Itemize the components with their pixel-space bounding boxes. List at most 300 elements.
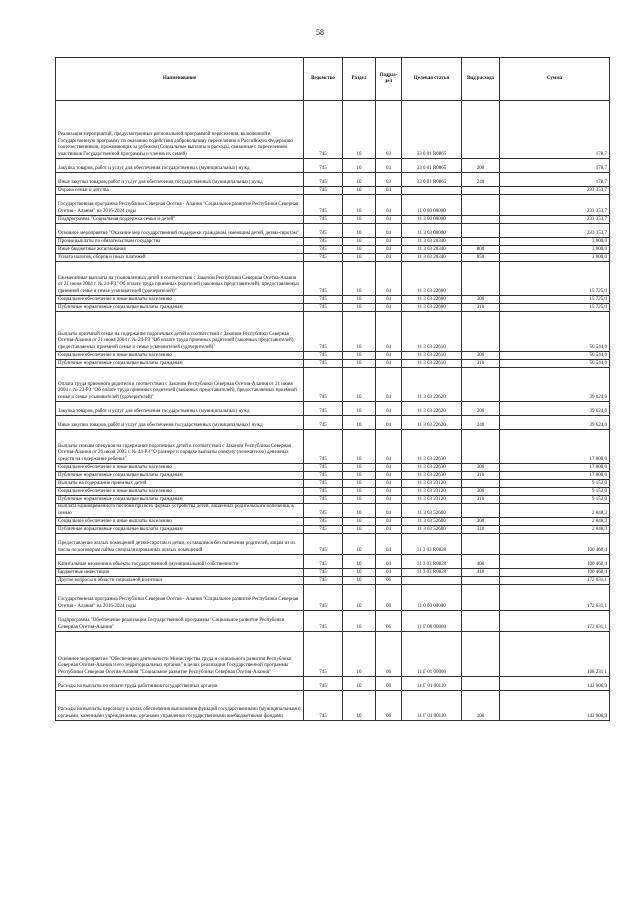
- cell-section: 10: [343, 187, 376, 195]
- table-body: [56, 101, 610, 721]
- cell-subsection: 04: [376, 569, 402, 577]
- cell-section: 10: [343, 254, 376, 262]
- cell-target: 11 3 03 22620: [402, 368, 462, 402]
- cell-name: Иные закупки товаров, работ и услуг для обеспечения государственных (муниципальных) нужд: [56, 173, 304, 187]
- cell-department: 745: [304, 416, 343, 430]
- cell-target: 11 3 03 22630: [402, 430, 462, 464]
- cell-expense: 310: [462, 304, 500, 312]
- cell-target: 11 3 03 23120: [402, 480, 462, 488]
- cell-section: 10: [343, 526, 376, 534]
- cell-sum: 50 544,0: [500, 312, 610, 352]
- cell-subsection: 04: [376, 496, 402, 504]
- cell-section: 10: [343, 216, 376, 224]
- cell-subsection: 04: [376, 246, 402, 254]
- cell-target: 33 0 01 R0865: [402, 101, 462, 159]
- cell-department: 745: [304, 238, 343, 246]
- table-row: [56, 216, 610, 224]
- cell-sum: 9 152,0: [500, 496, 610, 504]
- cell-target: 11 0 00 00000: [402, 195, 462, 216]
- cell-department: 745: [304, 360, 343, 368]
- header-subsection: Подраз-дел: [376, 58, 402, 101]
- cell-subsection: 04: [376, 480, 402, 488]
- cell-name: Закупка товаров, работ и услуг для обеспечения государственных (муниципальных) нужд: [56, 159, 304, 173]
- table-row: [56, 496, 610, 504]
- cell-target: 11 3 03 20340: [402, 238, 462, 246]
- cell-expense: 300: [462, 296, 500, 304]
- cell-sum: 39 624,0: [500, 402, 610, 416]
- cell-expense: [462, 611, 500, 632]
- cell-target: 11 0 00 00000: [402, 585, 462, 611]
- cell-name: Капитальные вложения в объекты государственной (муниципальной) собственности: [56, 555, 304, 569]
- cell-subsection: 04: [376, 238, 402, 246]
- cell-expense: [462, 577, 500, 585]
- cell-department: 745: [304, 534, 343, 555]
- cell-subsection: 04: [376, 262, 402, 296]
- cell-sum: 2 848,3: [500, 518, 610, 526]
- cell-sum: 233 353,7: [500, 195, 610, 216]
- cell-name: Основное мероприятие "Обеспечение деятельности Министерства труда и социального развития Республики Северная Осетия-Алания и его территориальных органов" в целях реализации Государственной программы Республики Северная Осетия-Алания "Социальное развитие Республики Северная Осетия-Алания": [56, 632, 304, 677]
- cell-expense: [462, 504, 500, 518]
- cell-target: 11 3 03 22600: [402, 304, 462, 312]
- table-row: [56, 585, 610, 611]
- cell-sum: 172 631,1: [500, 577, 610, 585]
- cell-expense: [462, 312, 500, 352]
- cell-section: 10: [343, 238, 376, 246]
- cell-target: 11 3 00 00000: [402, 216, 462, 224]
- cell-name: Другие вопросы в области социальной политики: [56, 577, 304, 585]
- cell-target: 11 Г 00 00000: [402, 611, 462, 632]
- cell-section: 10: [343, 246, 376, 254]
- cell-name: Социальное обеспечение и иные выплаты населению: [56, 352, 304, 360]
- cell-target: 11 3 03 22630: [402, 464, 462, 472]
- cell-subsection: 04: [376, 402, 402, 416]
- header-section: Раздел: [343, 58, 376, 101]
- cell-target: 11 3 03 52600: [402, 526, 462, 534]
- cell-section: 10: [343, 569, 376, 577]
- cell-subsection: 04: [376, 360, 402, 368]
- cell-department: 745: [304, 173, 343, 187]
- table-row: [56, 526, 610, 534]
- cell-expense: 300: [462, 352, 500, 360]
- table-row: [56, 569, 610, 577]
- cell-section: 10: [343, 464, 376, 472]
- cell-name: Социальное обеспечение и иные выплаты населению: [56, 296, 304, 304]
- cell-expense: [462, 430, 500, 464]
- cell-section: 10: [343, 416, 376, 430]
- cell-name: Прочие выплаты по обязательствам государства: [56, 238, 304, 246]
- cell-department: 745: [304, 504, 343, 518]
- table-row: [56, 611, 610, 632]
- cell-department: 745: [304, 496, 343, 504]
- cell-target: 33 0 01 R0865: [402, 173, 462, 187]
- cell-target: 11 3 03 22600: [402, 296, 462, 304]
- cell-expense: [462, 238, 500, 246]
- cell-expense: 200: [462, 402, 500, 416]
- cell-subsection: 03: [376, 173, 402, 187]
- cell-name: Социальное обеспечение и иные выплаты населению: [56, 518, 304, 526]
- cell-section: 10: [343, 691, 376, 721]
- cell-name: Расходы на выплаты персоналу в целях обеспечения выполнения функций государственными (муниципальными) органами, казенными учреждениями, органами управления государственными внебюджетными фондами: [56, 691, 304, 721]
- cell-target: [402, 577, 462, 585]
- budget-table: [55, 57, 610, 721]
- cell-section: 10: [343, 472, 376, 480]
- cell-name: Подпрограмма "Социальная поддержка семьи и детей": [56, 216, 304, 224]
- cell-department: 745: [304, 555, 343, 569]
- cell-department: 745: [304, 352, 343, 360]
- cell-section: 10: [343, 101, 376, 159]
- header-name: Наименование: [56, 58, 304, 101]
- cell-section: 10: [343, 677, 376, 691]
- cell-section: 10: [343, 488, 376, 496]
- table-row: [56, 488, 610, 496]
- cell-sum: 142 906,9: [500, 691, 610, 721]
- header-target: Целевая статья: [402, 58, 462, 101]
- cell-subsection: 06: [376, 632, 402, 677]
- cell-sum: 233 353,7: [500, 187, 610, 195]
- cell-sum: 15 725,0: [500, 262, 610, 296]
- cell-sum: 3 000,0: [500, 238, 610, 246]
- table-row: [56, 173, 610, 187]
- cell-name: Публичные нормативные социальные выплаты гражданам: [56, 304, 304, 312]
- cell-name: Социальное обеспечение и иные выплаты населению: [56, 488, 304, 496]
- table-row: [56, 352, 610, 360]
- cell-section: 10: [343, 304, 376, 312]
- cell-section: 10: [343, 534, 376, 555]
- table-row: [56, 480, 610, 488]
- table-row: [56, 195, 610, 216]
- cell-name: Иные закупки товаров, работ и услуг для обеспечения государственных (муниципальных) нужд: [56, 416, 304, 430]
- cell-sum: 233 353,7: [500, 216, 610, 224]
- cell-target: 11 3 03 20340: [402, 246, 462, 254]
- cell-subsection: 04: [376, 526, 402, 534]
- header-sum: Сумма: [500, 58, 610, 101]
- table-row: [56, 691, 610, 721]
- table-row: [56, 430, 610, 464]
- cell-target: 11 Г 01 00000: [402, 632, 462, 677]
- table-row: [56, 464, 610, 472]
- cell-sum: 178,7: [500, 173, 610, 187]
- cell-name: Уплата налогов, сборов и иных платежей: [56, 254, 304, 262]
- cell-sum: 17 000,0: [500, 430, 610, 464]
- cell-department: 745: [304, 216, 343, 224]
- cell-department: 745: [304, 569, 343, 577]
- cell-section: 10: [343, 480, 376, 488]
- cell-section: 10: [343, 224, 376, 238]
- cell-subsection: 04: [376, 352, 402, 360]
- cell-target: 11 3 03 20340: [402, 254, 462, 262]
- cell-department: 745: [304, 472, 343, 480]
- cell-name: Подпрограмма "Обеспечение реализации Государственной программы "Социальное развитие Республики Северная Осетия-Алания": [56, 611, 304, 632]
- cell-department: 745: [304, 464, 343, 472]
- cell-name: Социальное обеспечение и иные выплаты населению: [56, 464, 304, 472]
- cell-sum: 3 000,0: [500, 246, 610, 254]
- cell-department: 745: [304, 430, 343, 464]
- cell-section: 10: [343, 611, 376, 632]
- cell-expense: 100: [462, 691, 500, 721]
- cell-sum: 178,7: [500, 159, 610, 173]
- table-row: [56, 238, 610, 246]
- table-row: [56, 577, 610, 585]
- cell-subsection: 04: [376, 254, 402, 262]
- cell-target: 11 3 03 22620: [402, 402, 462, 416]
- cell-target: 11 3 03 22610: [402, 312, 462, 352]
- cell-section: 10: [343, 402, 376, 416]
- cell-department: 745: [304, 246, 343, 254]
- cell-sum: 39 624,0: [500, 416, 610, 430]
- cell-department: 745: [304, 296, 343, 304]
- cell-subsection: 04: [376, 518, 402, 526]
- cell-sum: 142 906,9: [500, 677, 610, 691]
- table-row: [56, 360, 610, 368]
- cell-sum: 172 631,1: [500, 585, 610, 611]
- cell-target: 33 0 01 R0865: [402, 159, 462, 173]
- cell-expense: [462, 480, 500, 488]
- cell-target: 11 Г 01 00110: [402, 691, 462, 721]
- cell-target: 11 3 03 00000: [402, 224, 462, 238]
- cell-department: 745: [304, 254, 343, 262]
- cell-section: 10: [343, 296, 376, 304]
- table-row: [56, 472, 610, 480]
- cell-subsection: 04: [376, 555, 402, 569]
- cell-section: 10: [343, 496, 376, 504]
- cell-subsection: 04: [376, 296, 402, 304]
- cell-target: 11 3 03 R0820: [402, 569, 462, 577]
- cell-department: 745: [304, 195, 343, 216]
- cell-expense: [462, 368, 500, 402]
- cell-sum: 39 624,0: [500, 368, 610, 402]
- cell-target: 11 3 03 22620: [402, 416, 462, 430]
- header-department: Ведомство: [304, 58, 343, 101]
- cell-department: 745: [304, 262, 343, 296]
- table-row: [56, 224, 610, 238]
- cell-name: Публичные нормативные социальные выплаты гражданам: [56, 496, 304, 504]
- cell-sum: 233 353,7: [500, 224, 610, 238]
- cell-expense: [462, 224, 500, 238]
- cell-section: 10: [343, 352, 376, 360]
- table-row: [56, 368, 610, 402]
- cell-expense: 310: [462, 496, 500, 504]
- cell-sum: 15 725,0: [500, 296, 610, 304]
- cell-name: Публичные нормативные социальные выплаты гражданам: [56, 472, 304, 480]
- cell-name: Бюджетные инвестиции: [56, 569, 304, 577]
- cell-section: 10: [343, 577, 376, 585]
- cell-section: 10: [343, 430, 376, 464]
- cell-sum: 50 544,0: [500, 360, 610, 368]
- cell-name: Охрана семьи и детства: [56, 187, 304, 195]
- cell-section: 10: [343, 159, 376, 173]
- cell-subsection: 04: [376, 187, 402, 195]
- cell-name: Государственная программа Республики Северная Осетия - Алания "Социальное развитие Республики Северная Осетия - Алания" на 2016-2024 годы: [56, 585, 304, 611]
- cell-name: Выплаты приемной семье на содержание подопечных детей в соответствии с Законом Республики Северная Осетия-Алания от 21 июня 2004 г. № 24-РЗ "Об оплате труда приемных родителей (законных представителей), предоставляемых приемной семье и семье усыновителей (удочерителей)": [56, 312, 304, 352]
- cell-subsection: 06: [376, 611, 402, 632]
- cell-subsection: 04: [376, 534, 402, 555]
- table-row: [56, 534, 610, 555]
- table-row: [56, 504, 610, 518]
- cell-expense: 410: [462, 569, 500, 577]
- cell-expense: 400: [462, 555, 500, 569]
- cell-subsection: 04: [376, 464, 402, 472]
- table-row: [56, 159, 610, 173]
- cell-expense: 850: [462, 254, 500, 262]
- cell-target: 11 3 03 22610: [402, 352, 462, 360]
- cell-target: 11 3 03 22610: [402, 360, 462, 368]
- cell-expense: 310: [462, 360, 500, 368]
- cell-expense: [462, 677, 500, 691]
- cell-expense: [462, 216, 500, 224]
- cell-department: 745: [304, 480, 343, 488]
- cell-sum: 50 544,0: [500, 352, 610, 360]
- cell-target: 11 Г 01 00110: [402, 677, 462, 691]
- table-row: [56, 262, 610, 296]
- cell-expense: [462, 585, 500, 611]
- cell-expense: 310: [462, 526, 500, 534]
- cell-target: [402, 187, 462, 195]
- cell-expense: [462, 195, 500, 216]
- cell-expense: 240: [462, 416, 500, 430]
- cell-expense: [462, 534, 500, 555]
- cell-name: Публичные нормативные социальные выплаты гражданам: [56, 360, 304, 368]
- table-row: [56, 677, 610, 691]
- cell-department: 745: [304, 402, 343, 416]
- cell-section: 10: [343, 555, 376, 569]
- cell-name: Реализация мероприятий, предусмотренных региональной программой переселения, включенной в Государственную программу по оказанию содействия добровольному переселению в Российскую Федерацию соотечественников, проживающих за рубежом (Социальные выплаты и расходы, связанные с переселением участников Государственной программы и членов их семей): [56, 101, 304, 159]
- cell-subsection: 04: [376, 504, 402, 518]
- cell-target: 11 3 03 22600: [402, 262, 462, 296]
- page-number: 58: [316, 28, 324, 37]
- cell-sum: 9 152,0: [500, 480, 610, 488]
- table-row: [56, 296, 610, 304]
- cell-subsection: 03: [376, 159, 402, 173]
- cell-section: 10: [343, 368, 376, 402]
- cell-subsection: 06: [376, 691, 402, 721]
- cell-target: 11 3 03 23120: [402, 496, 462, 504]
- cell-section: 10: [343, 312, 376, 352]
- cell-target: 11 3 03 R0820: [402, 534, 462, 555]
- cell-department: 745: [304, 304, 343, 312]
- cell-subsection: 03: [376, 101, 402, 159]
- cell-subsection: 06: [376, 577, 402, 585]
- cell-sum: 100 460,4: [500, 534, 610, 555]
- cell-name: Выплата единовременного пособия при всех формах устройства детей, лишенных родительского попечения, в семью: [56, 504, 304, 518]
- cell-expense: [462, 632, 500, 677]
- cell-target: 11 3 03 52600: [402, 504, 462, 518]
- table-row: [56, 187, 610, 195]
- cell-subsection: 04: [376, 488, 402, 496]
- cell-subsection: 06: [376, 585, 402, 611]
- table-row: [56, 101, 610, 159]
- cell-expense: 800: [462, 246, 500, 254]
- cell-department: 745: [304, 312, 343, 352]
- cell-sum: 9 152,0: [500, 488, 610, 496]
- cell-section: 10: [343, 262, 376, 296]
- cell-department: 745: [304, 585, 343, 611]
- table-row: [56, 555, 610, 569]
- table-header-row: [56, 58, 610, 101]
- table-row: [56, 254, 610, 262]
- cell-section: 10: [343, 632, 376, 677]
- cell-section: 10: [343, 360, 376, 368]
- cell-department: 745: [304, 691, 343, 721]
- cell-name: Расходы на выплаты по оплате труда работников государственных органов: [56, 677, 304, 691]
- cell-name: Иные бюджетные ассигнования: [56, 246, 304, 254]
- cell-subsection: 04: [376, 304, 402, 312]
- cell-expense: 310: [462, 472, 500, 480]
- cell-subsection: 04: [376, 224, 402, 238]
- cell-expense: 240: [462, 173, 500, 187]
- cell-sum: 2 848,3: [500, 526, 610, 534]
- cell-subsection: 06: [376, 677, 402, 691]
- cell-department: 745: [304, 187, 343, 195]
- cell-sum: 15 725,0: [500, 304, 610, 312]
- table-row: [56, 632, 610, 677]
- cell-sum: 172 631,1: [500, 611, 610, 632]
- cell-target: 11 3 03 22630: [402, 472, 462, 480]
- cell-subsection: 04: [376, 416, 402, 430]
- cell-name: Государственная программа Республики Северная Осетия - Алания "Социальное развитие Республики Северная Осетия - Алания" на 2016-2024 годы: [56, 195, 304, 216]
- cell-subsection: 04: [376, 472, 402, 480]
- header-expense: Вид расхода: [462, 58, 500, 101]
- cell-department: 745: [304, 101, 343, 159]
- table-row: [56, 416, 610, 430]
- cell-expense: [462, 262, 500, 296]
- cell-sum: 100 460,4: [500, 555, 610, 569]
- cell-subsection: 04: [376, 368, 402, 402]
- cell-sum: 2 848,3: [500, 504, 610, 518]
- cell-department: 745: [304, 518, 343, 526]
- cell-department: 745: [304, 577, 343, 585]
- cell-department: 745: [304, 526, 343, 534]
- cell-expense: 300: [462, 518, 500, 526]
- cell-department: 745: [304, 677, 343, 691]
- cell-sum: 178,7: [500, 101, 610, 159]
- cell-sum: 17 000,0: [500, 464, 610, 472]
- cell-name: Оплата труда приемного родителя в соответствии с Законом Республики Северная Осетия-Алания от 21 июня 2004 г. № 23-РЗ "Об оплате труда приемных родителей (законных представителей), предоставляемых приемной семье и семье усыновителей (удочерителей)": [56, 368, 304, 402]
- cell-sum: 168 231,1: [500, 632, 610, 677]
- cell-name: Основное мероприятие "Оказание мер государственной поддержки гражданам, имеющим детей, детям-сиротам": [56, 224, 304, 238]
- cell-section: 10: [343, 173, 376, 187]
- cell-sum: 17 000,0: [500, 472, 610, 480]
- table-row: [56, 312, 610, 352]
- cell-target: 11 3 03 52600: [402, 518, 462, 526]
- cell-subsection: 04: [376, 195, 402, 216]
- cell-department: 745: [304, 611, 343, 632]
- cell-name: Ежемесячные выплаты на усыновленных детей в соответствии с Законом Республики Северная Осетия-Алания от 21 июня 2004 г. № 24-РЗ "Об оплате труда приемных родителей (законных представителей), предоставляемых приемной семье и семье усыновителей (удочерителей)": [56, 262, 304, 296]
- cell-subsection: 04: [376, 430, 402, 464]
- cell-department: 745: [304, 632, 343, 677]
- table-row: [56, 518, 610, 526]
- cell-name: Предоставление жилых помещений детям-сиротам и детям, оставшимся без попечения родителей, лицам из их числа по договорам найма специализированных жилых помещений: [56, 534, 304, 555]
- cell-section: 10: [343, 504, 376, 518]
- cell-name: Выплаты семьям опекунов на содержание подопечных детей в соответствии с Законом Республики Северная Осетия-Алания от 26 июля 2005 г. № 44-РЗ "О размере и порядке выплаты опекуну (попечителю) денежных средств на содержание ребенка": [56, 430, 304, 464]
- table-row: [56, 246, 610, 254]
- cell-target: 11 3 03 R0820: [402, 555, 462, 569]
- table-row: [56, 304, 610, 312]
- cell-sum: 3 000,0: [500, 254, 610, 262]
- cell-expense: [462, 101, 500, 159]
- cell-section: 10: [343, 518, 376, 526]
- cell-subsection: 04: [376, 312, 402, 352]
- cell-target: 11 3 03 23120: [402, 488, 462, 496]
- cell-name: Выплаты на содержание приемных детей: [56, 480, 304, 488]
- cell-expense: 200: [462, 159, 500, 173]
- cell-expense: 300: [462, 464, 500, 472]
- cell-department: 745: [304, 488, 343, 496]
- cell-section: 10: [343, 195, 376, 216]
- cell-section: 10: [343, 585, 376, 611]
- cell-department: 745: [304, 159, 343, 173]
- cell-expense: [462, 187, 500, 195]
- table-row: [56, 402, 610, 416]
